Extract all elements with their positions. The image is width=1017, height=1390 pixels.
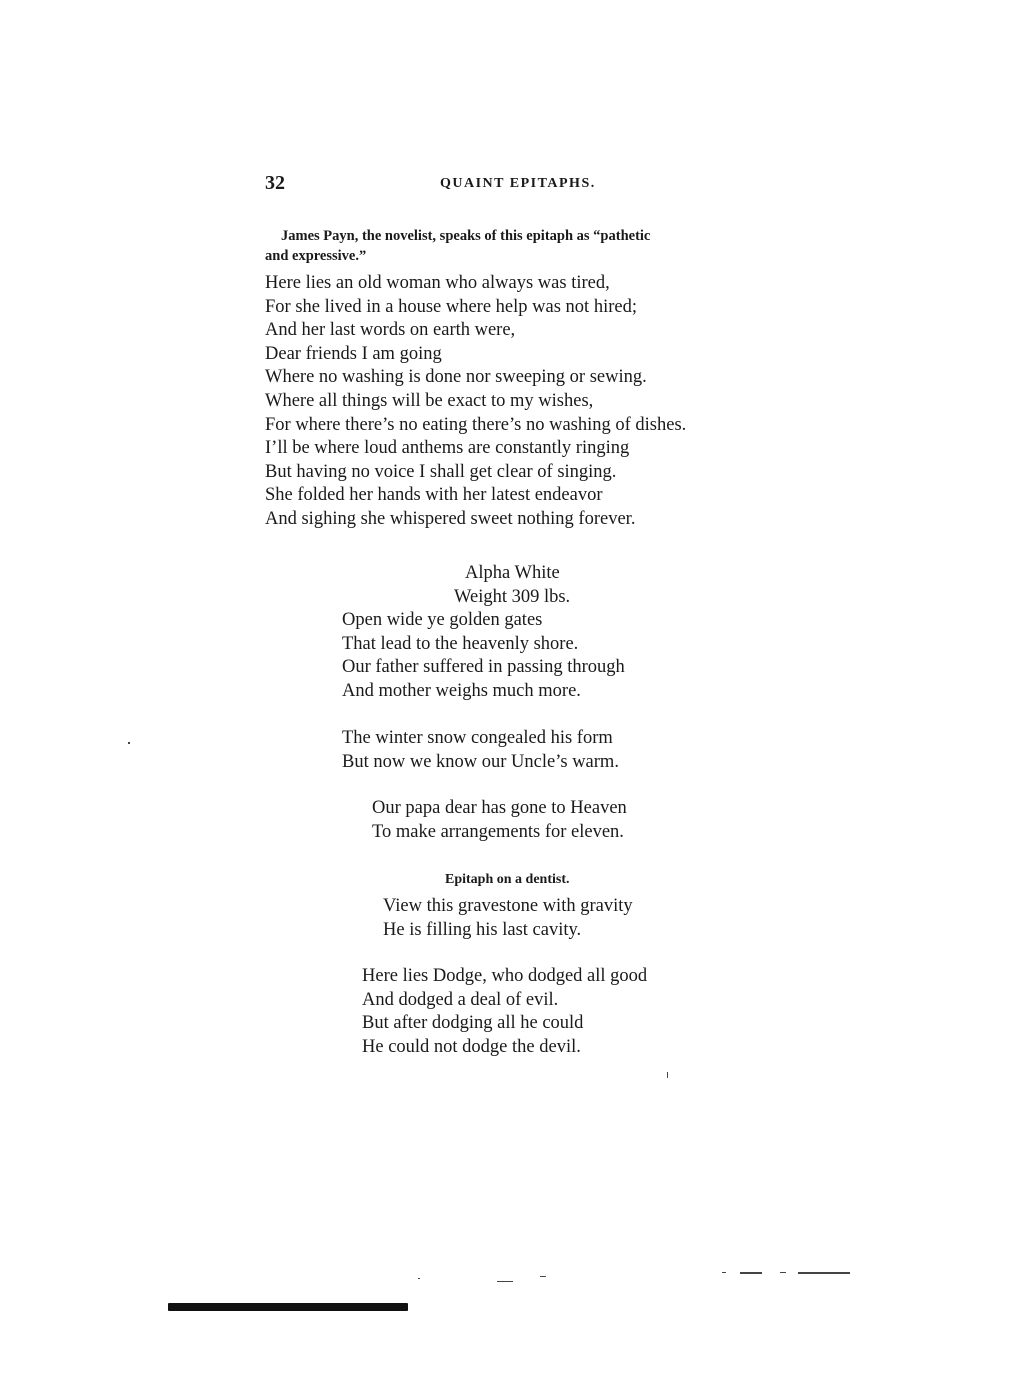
verse-line: For she lived in a house where help was not hired; bbox=[265, 296, 637, 317]
epitaph-papa bbox=[372, 797, 627, 844]
verse-line: View this gravestone with gravity bbox=[383, 896, 633, 916]
verse-line: Where all things will be exact to my wishes, bbox=[265, 390, 594, 411]
verse-line: Open wide ye golden gates bbox=[342, 610, 543, 630]
scan-artifact-bar bbox=[168, 1303, 408, 1311]
verse-line: For where there’s no eating there’s no washing of dishes. bbox=[265, 414, 687, 435]
verse-line: The winter snow congealed his form bbox=[342, 728, 613, 748]
verse-line: Where no washing is done nor sweeping or sewing. bbox=[265, 367, 647, 388]
intro-note-line: James Payn, the novelist, speaks of this epitaph as “pathetic bbox=[281, 228, 651, 244]
verse-line: And her last words on earth were, bbox=[265, 320, 516, 341]
verse-line: Our father suffered in passing through bbox=[342, 657, 625, 678]
verse-line: Dear friends I am going bbox=[265, 343, 442, 364]
scan-speck bbox=[798, 1272, 850, 1274]
page-number: 32 bbox=[265, 172, 285, 194]
scan-speck bbox=[667, 1072, 668, 1078]
verse-line: Here lies an old woman who always was tired, bbox=[265, 273, 610, 293]
verse-line: But now we know our Uncle’s warm. bbox=[342, 751, 619, 772]
verse-line: He is filling his last cavity. bbox=[383, 919, 582, 940]
verse-line: That lead to the heavenly shore. bbox=[342, 633, 579, 654]
scan-speck bbox=[128, 742, 130, 744]
verse-line: Our papa dear has gone to Heaven bbox=[372, 798, 627, 818]
intro-note bbox=[265, 226, 795, 266]
verse-line: I’ll be where loud anthems are constantly ringing bbox=[265, 438, 630, 459]
scan-speck bbox=[780, 1272, 786, 1273]
verse-line: And dodged a deal of evil. bbox=[362, 989, 559, 1010]
verse-line: But having no voice I shall get clear of singing. bbox=[265, 461, 617, 482]
epitaph-tired-woman bbox=[265, 272, 686, 532]
scan-speck bbox=[418, 1278, 420, 1279]
epitaph-weight: Weight 309 lbs. bbox=[454, 587, 571, 607]
scan-speck bbox=[540, 1276, 546, 1277]
scan-speck bbox=[722, 1272, 726, 1273]
scan-speck bbox=[740, 1272, 762, 1274]
epitaph-dentist bbox=[383, 895, 633, 942]
verse-line: Here lies Dodge, who dodged all good bbox=[362, 966, 648, 986]
running-head: QUAINT EPITAPHS. bbox=[440, 176, 596, 191]
dentist-note: Epitaph on a dentist. bbox=[445, 872, 570, 887]
verse-line: To make arrangements for eleven. bbox=[372, 821, 624, 842]
scan-speck bbox=[497, 1281, 513, 1282]
epitaph-name: Alpha White bbox=[465, 563, 560, 583]
epitaph-alpha-white bbox=[342, 609, 625, 703]
verse-line: She folded her hands with her latest endeavor bbox=[265, 485, 603, 506]
epitaph-uncle bbox=[342, 727, 619, 774]
verse-line: And sighing she whispered sweet nothing forever. bbox=[265, 508, 636, 529]
verse-line: He could not dodge the devil. bbox=[362, 1036, 581, 1057]
intro-note-line: and expressive.” bbox=[265, 248, 367, 264]
verse-line: And mother weighs much more. bbox=[342, 680, 581, 701]
epitaph-dodge bbox=[362, 965, 647, 1059]
verse-line: But after dodging all he could bbox=[362, 1013, 584, 1034]
